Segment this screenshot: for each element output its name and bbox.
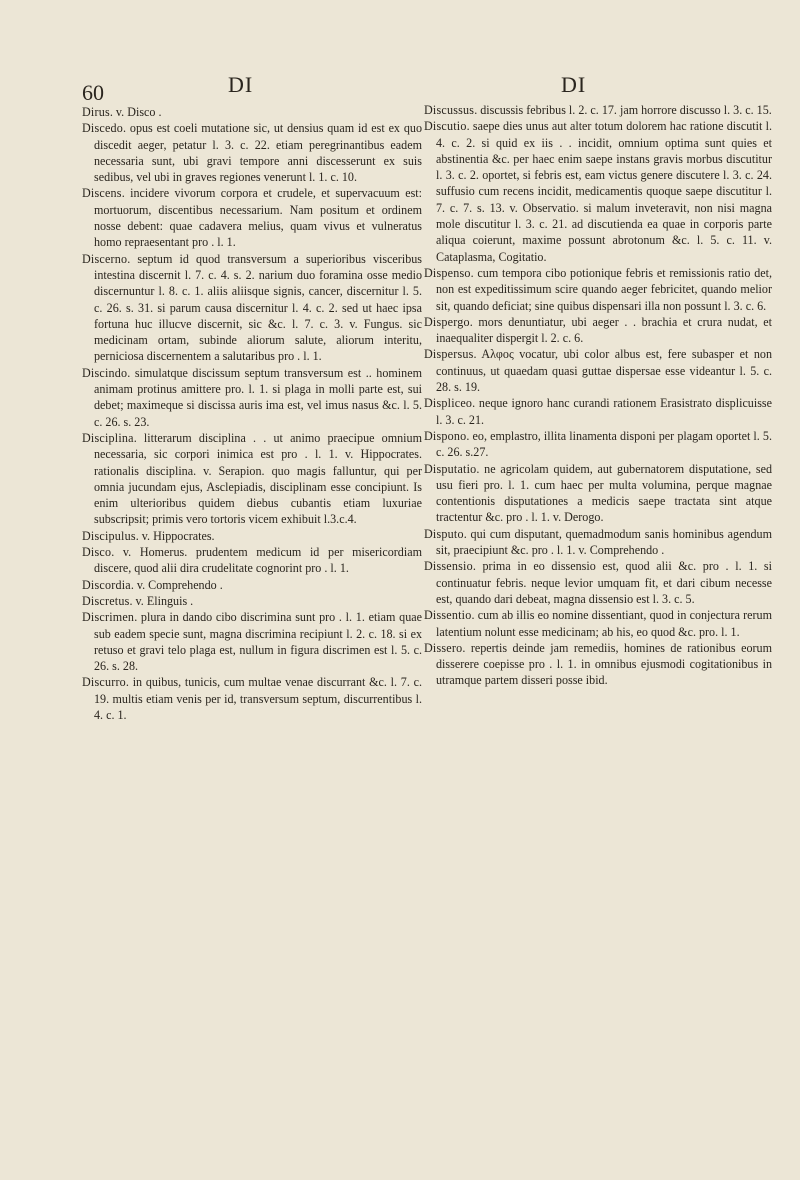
dictionary-entry [424,314,772,347]
entry-headword: Dissero [424,640,463,655]
entry-headword: Dissensio [424,559,473,574]
entry-text: . opus est coeli mutatione sic, ut densius quam id est ex quo discedit aeger, petatur l. 3. c. 22. etiam peregrinantibus eadem necessaria sunt, ubi gravi tempore anni discesserunt ex suis sedibus, vel ubi in graves regiones venerunt l. 1. c. 10. [94,121,422,185]
entry-headword: Dispergo [424,314,470,329]
dictionary-entry [82,577,422,593]
entry-text: . prima in eo dissensio est, quod alii &c. pro . l. 1. si continuatur febris. neque levior umquam fit, et dari cibum necesse est, quando dari debeat, magna dissensio est l. 3. c. 5. [436,559,772,606]
entry-text: . v. Comprehendo . [130,577,223,592]
dictionary-entry [424,640,772,689]
entry-text: . neque ignoro hanc curandi rationem Erasistrato displicuisse l. 3. c. 21. [436,396,772,427]
entry-text: . septum id quod transversum a superioribus visceribus intestina discernit l. 7. c. 4. s. 2. narium duo foramina osse medio discernuntur l. 8. c. 1. aliis aliisque signis, cancer, discernitur l. 5. c. 26. s. 31. si parum causa discernitur l. 4. c. 2. sed ut haec ipsa fortuna huc illucve discernit, sic &c. l. 7. c. 3. v. Fungus. sic medicinam ortam, subinde aliorum salute, aliorum interitu, perniciosa discernentem a salutaribus pro . l. 1. [94,251,422,364]
dictionary-entry [82,430,422,528]
dictionary-entry [82,120,422,185]
dictionary-entry [82,528,422,544]
dictionary-entry [424,428,772,461]
dictionary-entry [424,395,772,428]
entry-text: . discussis febribus l. 2. c. 17. jam horrore discusso l. 3. c. 15. [474,103,772,117]
entry-headword: Disputatio [424,461,477,476]
dictionary-entry [82,251,422,365]
dictionary-entry [82,609,422,674]
entry-text: . simulatque discissum septum transversum est .. hominem animam protinus amittere pro. l. 1. si plaga in molli parte est, sui debet; maximeque si discissa auris ima est, vel imus nasus &c. l. 5. c. 26. s. 23. [94,365,422,429]
entry-headword: Discedo [82,121,124,136]
entry-text: . qui cum disputant, quemadmodum sanis hominibus agendum sit, praecipiunt &c. pro . l. 1. v. Comprehendo . [436,526,772,558]
running-head-left: DI [228,72,254,97]
entry-headword: Dispenso [424,265,471,280]
entry-text: . repertis deinde jam remediis, homines de rationibus eorum disserere coepisse pro . l. 1. in omnibus ejusmodi cogitationibus in utramque partem disseri posse ibid. [436,640,772,688]
entry-headword: Dissentio [424,608,472,623]
dictionary-entry [82,544,422,577]
entry-text: . incidere vivorum corpora et crudele, et supervacuum est: mortuorum, discentibus necessarium. Nam positum et ordinem nosse debent: quae cadavera melius, quam vivus et vulneratus homo repraesentant pro . l. 1. [94,186,422,250]
entry-headword: Discerno [82,251,128,266]
entry-headword: Discindo [82,365,128,380]
right-column [424,102,772,689]
entry-text: . ne agricolam quidem, aut gubernatorem disputatione, sed usu fieri pro. l. 1. cum haec per multa volumina, perque magnae contentionis disputationes a medicis saepe tractata sint atque tractentur &c. pro . l. 1. v. Derogo. [436,461,772,525]
dictionary-entry [424,118,772,265]
entry-headword: Dispersus [424,347,474,362]
dictionary-entry [424,265,772,314]
dictionary-entry [424,461,772,526]
entry-text: . cum tempora cibo potionique febris et remissionis ratio det, non est expeditissimum scire quando aeger febricitet, quando melior sit, quando deficiat; sine quibus dispensari illa non possunt l. 3. c. 6. [436,265,772,313]
entry-text: . cum ab illis eo nomine dissentiant, quod in conjectura rerum latentium nolunt esse medicinam; ab his, eo quod &c. pro. l. 1. [436,608,772,639]
dictionary-entry [82,185,422,250]
entry-text: . mors denuntiatur, ubi aeger . . brachia et crura nudat, et inaequaliter dispergit l. 2. c. 6. [436,314,772,346]
entry-text: . v. Disco . [109,105,162,119]
entry-text: . saepe dies unus aut alter totum dolorem hac ratione discutit l. 4. c. 2. si quid ex iis . . incidit, omnium optima sunt quies et abstinentia &c. per haec enim saepe instans gravis morbus discutitur l. 3. c. 2. oportet, si febris est, eam victus genere discutere l. 3. c. 24. suffusio cum recens incidit, medicamentis quoque saepe discutitur l. 7. c. 7. s. 13. v. Observatio. si malum inveteravit, non nisi magna mole discutitur l. 3. c. 21. ad discutienda ea quae in corporis parte aliqua coierunt, maxime possunt abrotonum &c. l. 5. c. 11. v. Cataplasma, Cogitatio. [436,119,772,264]
entry-text: . v. Homerus. prudentem medicum id per misericordiam discere, quod alii dira crudelitate cognorint pro . l. 1. [94,545,422,576]
entry-headword: Discens [82,186,122,201]
entry-text: . Aλφος vocatur, ubi color albus est, fere subasper et non continuus, ut quaedam quasi guttae dispersae esse videantur l. 5. c. 28. s. 19. [436,347,772,395]
entry-text: . v. Hippocrates. [135,528,215,543]
entry-headword: Displiceo [424,396,473,411]
entry-headword: Discrimen [82,610,135,625]
entry-headword: Discipulus [82,528,136,543]
dictionary-entry [424,346,772,395]
entry-headword: Discordia [82,577,131,592]
dictionary-entry [82,593,422,609]
entry-text: . in quibus, tunicis, cum multae venae discurrant &c. l. 7. c. 19. multis etiam venis per id, transversum septum, discurrentibus l. 4. c. 1. [94,675,422,722]
page-number: 60 [82,80,104,105]
left-column [82,104,422,723]
dictionary-entry [424,558,772,607]
dictionary-entry [424,526,772,559]
entry-headword: Disputo [424,526,464,541]
entry-headword: Discussus [424,103,475,117]
dictionary-entry [424,102,772,118]
running-head-right: DI [561,72,587,97]
entry-headword: Discurro [82,675,126,690]
entry-text: . plura in dando cibo discrimina sunt pro . l. 1. etiam quae sub eadem specie sunt, magna discrimina recipiunt l. 2. c. 18. si ex retuso et gravi telo plaga est, nullum in figura discrimen est l. 5. c. 26. s. 28. [94,610,422,674]
dictionary-entry [424,607,772,640]
entry-headword: Disco [82,545,112,560]
entry-headword: Discutio [424,119,467,134]
dictionary-entry [82,104,422,120]
entry-text: . v. Elinguis . [129,593,194,608]
entry-text: . eo, emplastro, illita linamenta disponi per plagam oportet l. 5. c. 26. s.27. [436,428,772,460]
entry-headword: Discretus [82,593,130,608]
entry-headword: Disciplina [82,430,134,445]
entry-headword: Dispono [424,428,467,443]
dictionary-entry [82,674,422,723]
entry-text: . litterarum disciplina . . ut animo praecipue omnium necessaria, sic corpori inimica est pro . l. 1. v. Hippocrates. rationalis disciplina. v. Serapion. quo magis falluntur, qui per omnia jucundam ejus, Asclepiadis, disciplinam esse concipiunt. Is enim ulterioribus quidem diebus cubantis etiam luxuriae subscripsit; primis vero tortoris vicem exhibuit l.3.c.4. [94,430,422,527]
dictionary-entry [82,365,422,430]
entry-headword: Dirus [82,105,110,119]
